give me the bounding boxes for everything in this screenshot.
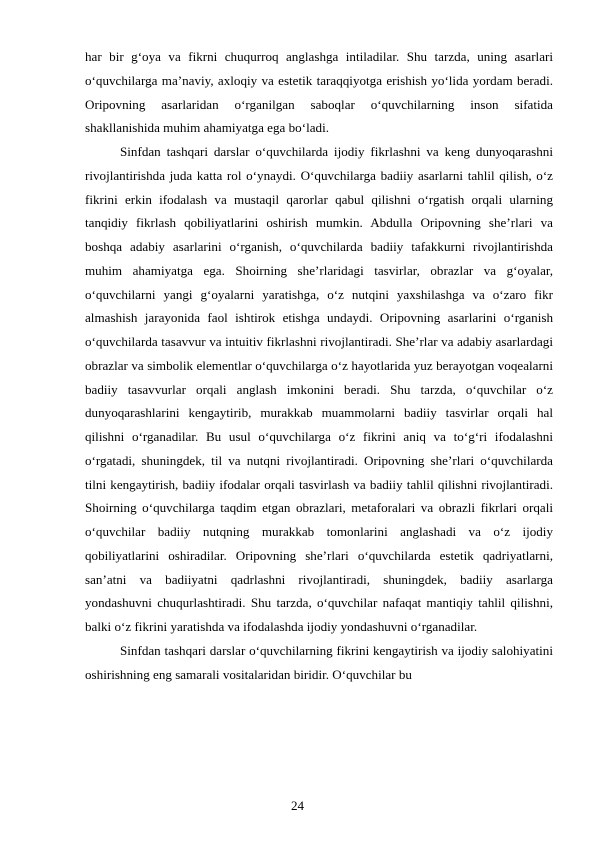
paragraph-1: har bir g‘oya va fikrni chuqurroq anglashga intiladilar. Shu tarzda, uning asarlari o‘quvchilarga ma’naviy, axloqiy va estetik taraqqiyotga erishish yo‘lida yordam beradi. Oripovning asarlaridan o‘rganilgan saboqlar o‘quvchilarning inson sifatida shakllanishida muhim ahamiyatga ega bo‘ladi. xyxy=(85,49,553,136)
paragraph-3: Sinfdan tashqari darslar o‘quvchilarning fikrini kengaytirish va ijodiy salohiyatini oshirishning eng samarali vositalaridan biridir. O‘quvchilar bu xyxy=(85,642,553,682)
document-body xyxy=(85,45,553,686)
page-number: 24 xyxy=(290,798,305,813)
paragraph-2: Sinfdan tashqari darslar o‘quvchilarda ijodiy fikrlashni va keng dunyoqarashni rivojlantirishda juda katta rol o‘ynaydi. O‘quvchilarga badiiy asarlarni tahlil qilish, o‘z fikrini erkin ifodalash va mustaqil qarorlar qabul qilishni o‘rgatish orqali ularning tanqidiy fikrlash qobiliyatlarini oshirish mumkin. Abdulla Oripovning she’rlari va boshqa adabiy asarlarini o‘rganish, o‘quvchilarda badiiy tafakkurni rivojlantirishda muhim ahamiyatga ega. Shoirning she’rlaridagi tasvirlar, obrazlar va g‘oyalar, o‘quvchilarni yangi g‘oyalarni yaratishga, o‘z nutqini yaxshilashga va o‘zaro fikr almashish jarayonida faol ishtirok etishga undaydi. Oripovning asarlarini o‘rganish o‘quvchilarda tasavvur va intuitiv fikrlashni rivojlantiradi. She’rlar va adabiy asarlardagi obrazlar va simbolik elementlar o‘quvchilarga o‘z hayotlarida yuz berayotgan voqealarni badiiy tasavvurlar orqali anglash imkonini beradi. Shu tarzda, o‘quvchilar o‘z dunyoqarashlarini kengaytirib, murakkab muammolarni badiiy tasvirlar orqali hal qilishni o‘rganadilar. Bu usul o‘quvchilarga o‘z fikrini aniq va to‘g‘ri ifodalashni o‘rgatadi, shuningdek, til va nutqni rivojlantiradi. Oripovning she’rlari o‘quvchilarda tilni kengaytirish, badiiy ifodalar orqali tasvirlash va badiiy tahlil qilishni rivojlantiradi. Shoirning o‘quvchilarga taqdim etgan obrazlari, metaforalari va obrazli fikrlari orqali o‘quvchilar badiiy nutqning murakkab tomonlarini anglashadi va o‘z ijodiy qobiliyatlarini oshiradilar. Oripovning she’rlari o‘quvchilarda estetik qadriyatlarni, san’atni va badiiyatni qadrlashni rivojlantiradi, shuningdek, badiiy asarlarga yondashuvni chuqurlashtiradi. Shu tarzda, o‘quvchilar nafaqat mantiqiy tahlil qilishni, balki o‘z fikrini yaratishda va ifodalashda ijodiy yondashuvni o‘rganadilar. xyxy=(85,144,553,634)
